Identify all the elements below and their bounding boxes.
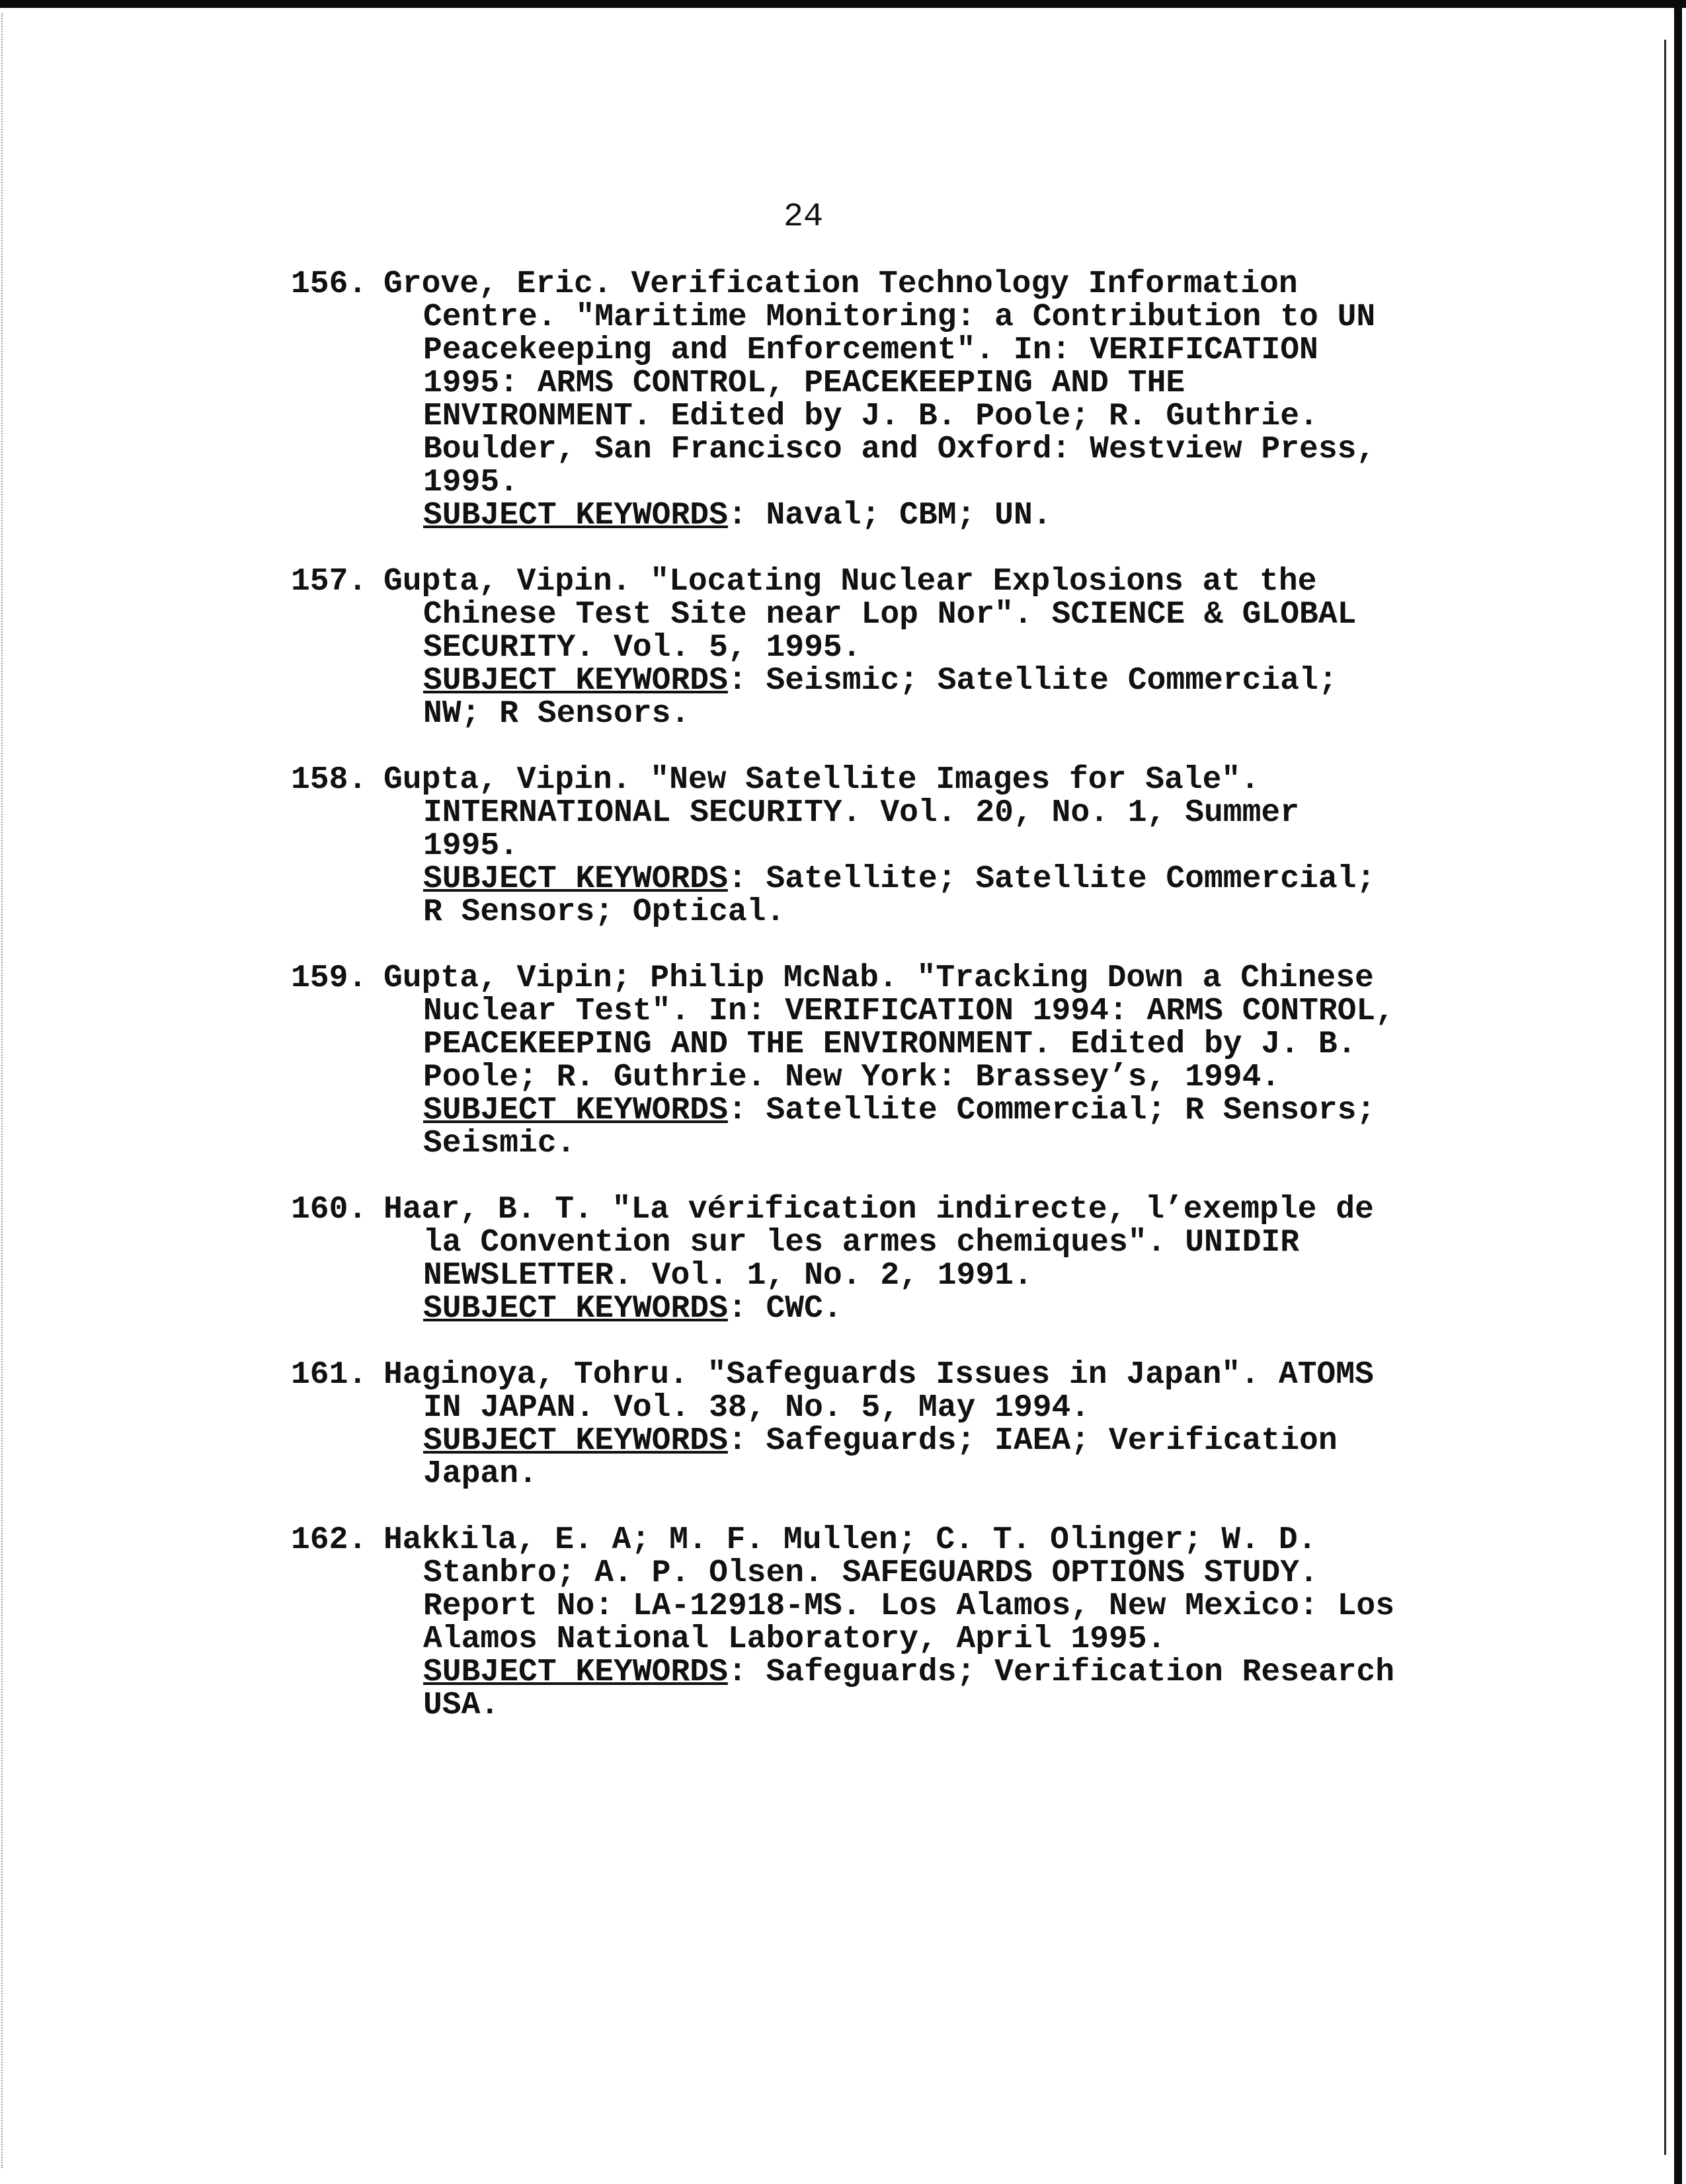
entry-citation-line: IN JAPAN. Vol. 38, No. 5, May 1994. bbox=[423, 1390, 1090, 1426]
subject-keywords-values: Safeguards; IAEA; Verification bbox=[766, 1423, 1338, 1459]
bibliography-entry bbox=[291, 1193, 1481, 1325]
entry-citation-line: ENVIRONMENT. Edited by J. B. Poole; R. Guthrie. bbox=[423, 399, 1318, 434]
entry-body bbox=[383, 268, 1481, 532]
keywords-colon: : bbox=[727, 861, 766, 897]
bibliography-entry bbox=[291, 763, 1481, 929]
entry-keywords-line bbox=[383, 697, 1481, 730]
keywords-colon: : bbox=[727, 663, 766, 699]
keywords-colon: : bbox=[727, 1093, 766, 1128]
entry-body bbox=[383, 565, 1481, 730]
subject-keywords-label: SUBJECT KEYWORDS bbox=[423, 1423, 728, 1459]
entry-keywords-line bbox=[383, 1424, 1481, 1458]
entry-citation-line: Alamos National Laboratory, April 1995. bbox=[423, 1621, 1166, 1657]
bibliography-entry bbox=[291, 565, 1481, 730]
entry-body bbox=[383, 1358, 1481, 1491]
bibliography-entry bbox=[291, 962, 1481, 1160]
bibliography-entry bbox=[291, 1524, 1481, 1722]
subject-keywords-values: USA. bbox=[423, 1688, 500, 1723]
entry-citation-line: SECURITY. Vol. 5, 1995. bbox=[423, 630, 862, 666]
entry-body bbox=[383, 1524, 1481, 1722]
entry-citation-line: Haginoya, Tohru. "Safeguards Issues in Japan". ATOMS bbox=[383, 1357, 1374, 1393]
entry-body bbox=[383, 962, 1481, 1160]
page-number: 24 bbox=[783, 198, 824, 236]
subject-keywords-values: Safeguards; Verification Research bbox=[766, 1655, 1395, 1690]
top-edge-rule bbox=[0, 0, 1686, 8]
entry-citation-line: 1995. bbox=[423, 465, 519, 500]
keywords-colon: : bbox=[727, 498, 766, 533]
bibliography-entry bbox=[291, 1358, 1481, 1491]
entry-number: 158. bbox=[291, 762, 368, 798]
entry-citation-line: Peacekeeping and Enforcement". In: VERIFICATION bbox=[423, 332, 1318, 368]
entry-keywords-line bbox=[383, 863, 1481, 896]
subject-keywords-values: Seismic. bbox=[423, 1126, 576, 1161]
entry-number: 162. bbox=[291, 1522, 368, 1558]
subject-keywords-values: CWC. bbox=[766, 1291, 842, 1327]
entry-keywords-line bbox=[383, 896, 1481, 929]
entry-keywords-line bbox=[383, 1127, 1481, 1160]
entry-number: 159. bbox=[291, 960, 368, 996]
entry-citation-line: Gupta, Vipin. "Locating Nuclear Explosions at the bbox=[383, 564, 1317, 600]
entry-citation-line: Hakkila, E. A; M. F. Mullen; C. T. Olinger; W. D. bbox=[383, 1522, 1317, 1558]
subject-keywords-values: Naval; CBM; UN. bbox=[766, 498, 1052, 533]
entry-body bbox=[383, 1193, 1481, 1325]
entry-citation-line: Poole; R. Guthrie. New York: Brassey’s, 1994. bbox=[423, 1060, 1281, 1095]
entry-citation-line: 1995: ARMS CONTROL, PEACEKEEPING AND THE bbox=[423, 366, 1185, 401]
entry-citation-line: Haar, B. T. "La vérification indirecte, l’exemple de bbox=[383, 1192, 1374, 1228]
entry-body bbox=[383, 763, 1481, 929]
entry-keywords-line bbox=[383, 1458, 1481, 1491]
subject-keywords-values: NW; R Sensors. bbox=[423, 696, 690, 732]
keywords-colon: : bbox=[727, 1423, 766, 1459]
entry-citation-line: Grove, Eric. Verification Technology Information bbox=[383, 266, 1298, 302]
entry-keywords-line bbox=[383, 1656, 1481, 1689]
bibliography-entry bbox=[291, 268, 1481, 532]
entry-number: 161. bbox=[291, 1357, 368, 1393]
entry-number: 160. bbox=[291, 1192, 368, 1228]
entry-citation-line: Centre. "Maritime Monitoring: a Contribution to UN bbox=[423, 299, 1376, 335]
right-edge-rule bbox=[1674, 0, 1682, 2184]
entry-citation-line: Report No: LA-12918-MS. Los Alamos, New Mexico: Los bbox=[423, 1588, 1395, 1624]
left-scan-edge bbox=[1, 13, 4, 2168]
entry-keywords-line bbox=[383, 1094, 1481, 1127]
entry-keywords-line bbox=[383, 1292, 1481, 1325]
entry-number: 157. bbox=[291, 564, 368, 600]
subject-keywords-values: Satellite; Satellite Commercial; bbox=[766, 861, 1376, 897]
entry-number: 156. bbox=[291, 266, 368, 302]
entry-keywords-line bbox=[383, 499, 1481, 532]
subject-keywords-label: SUBJECT KEYWORDS bbox=[423, 498, 728, 533]
entry-keywords-line bbox=[383, 664, 1481, 697]
entry-citation-line: Gupta, Vipin; Philip McNab. "Tracking Down a Chinese bbox=[383, 960, 1374, 996]
subject-keywords-values: Japan. bbox=[423, 1456, 538, 1492]
subject-keywords-label: SUBJECT KEYWORDS bbox=[423, 663, 728, 699]
right-edge-thin-rule bbox=[1664, 40, 1666, 2155]
entry-citation-line: Chinese Test Site near Lop Nor". SCIENCE & GLOBAL bbox=[423, 597, 1357, 633]
subject-keywords-label: SUBJECT KEYWORDS bbox=[423, 1655, 728, 1690]
entry-citation-line: Boulder, San Francisco and Oxford: Westview Press, bbox=[423, 432, 1376, 467]
subject-keywords-label: SUBJECT KEYWORDS bbox=[423, 1291, 728, 1327]
entry-citation-line: 1995. bbox=[423, 828, 519, 864]
keywords-colon: : bbox=[727, 1291, 766, 1327]
entry-citation-line: NEWSLETTER. Vol. 1, No. 2, 1991. bbox=[423, 1258, 1033, 1294]
entry-citation-line: Gupta, Vipin. "New Satellite Images for Sale". bbox=[383, 762, 1260, 798]
entry-citation-line: INTERNATIONAL SECURITY. Vol. 20, No. 1, Summer bbox=[423, 795, 1300, 831]
subject-keywords-values: Satellite Commercial; R Sensors; bbox=[766, 1093, 1376, 1128]
entry-citation-line: PEACEKEEPING AND THE ENVIRONMENT. Edited by J. B. bbox=[423, 1027, 1357, 1062]
entry-keywords-line bbox=[383, 1689, 1481, 1722]
subject-keywords-values: R Sensors; Optical. bbox=[423, 894, 785, 930]
entry-citation-line: Stanbro; A. P. Olsen. SAFEGUARDS OPTIONS STUDY. bbox=[423, 1555, 1318, 1591]
entry-citation-line: la Convention sur les armes chemiques". UNIDIR bbox=[423, 1225, 1300, 1261]
entry-citation-line: Nuclear Test". In: VERIFICATION 1994: ARMS CONTROL, bbox=[423, 994, 1395, 1029]
subject-keywords-label: SUBJECT KEYWORDS bbox=[423, 1093, 728, 1128]
subject-keywords-values: Seismic; Satellite Commercial; bbox=[766, 663, 1338, 699]
bibliography-list bbox=[291, 268, 1481, 1755]
keywords-colon: : bbox=[727, 1655, 766, 1690]
subject-keywords-label: SUBJECT KEYWORDS bbox=[423, 861, 728, 897]
